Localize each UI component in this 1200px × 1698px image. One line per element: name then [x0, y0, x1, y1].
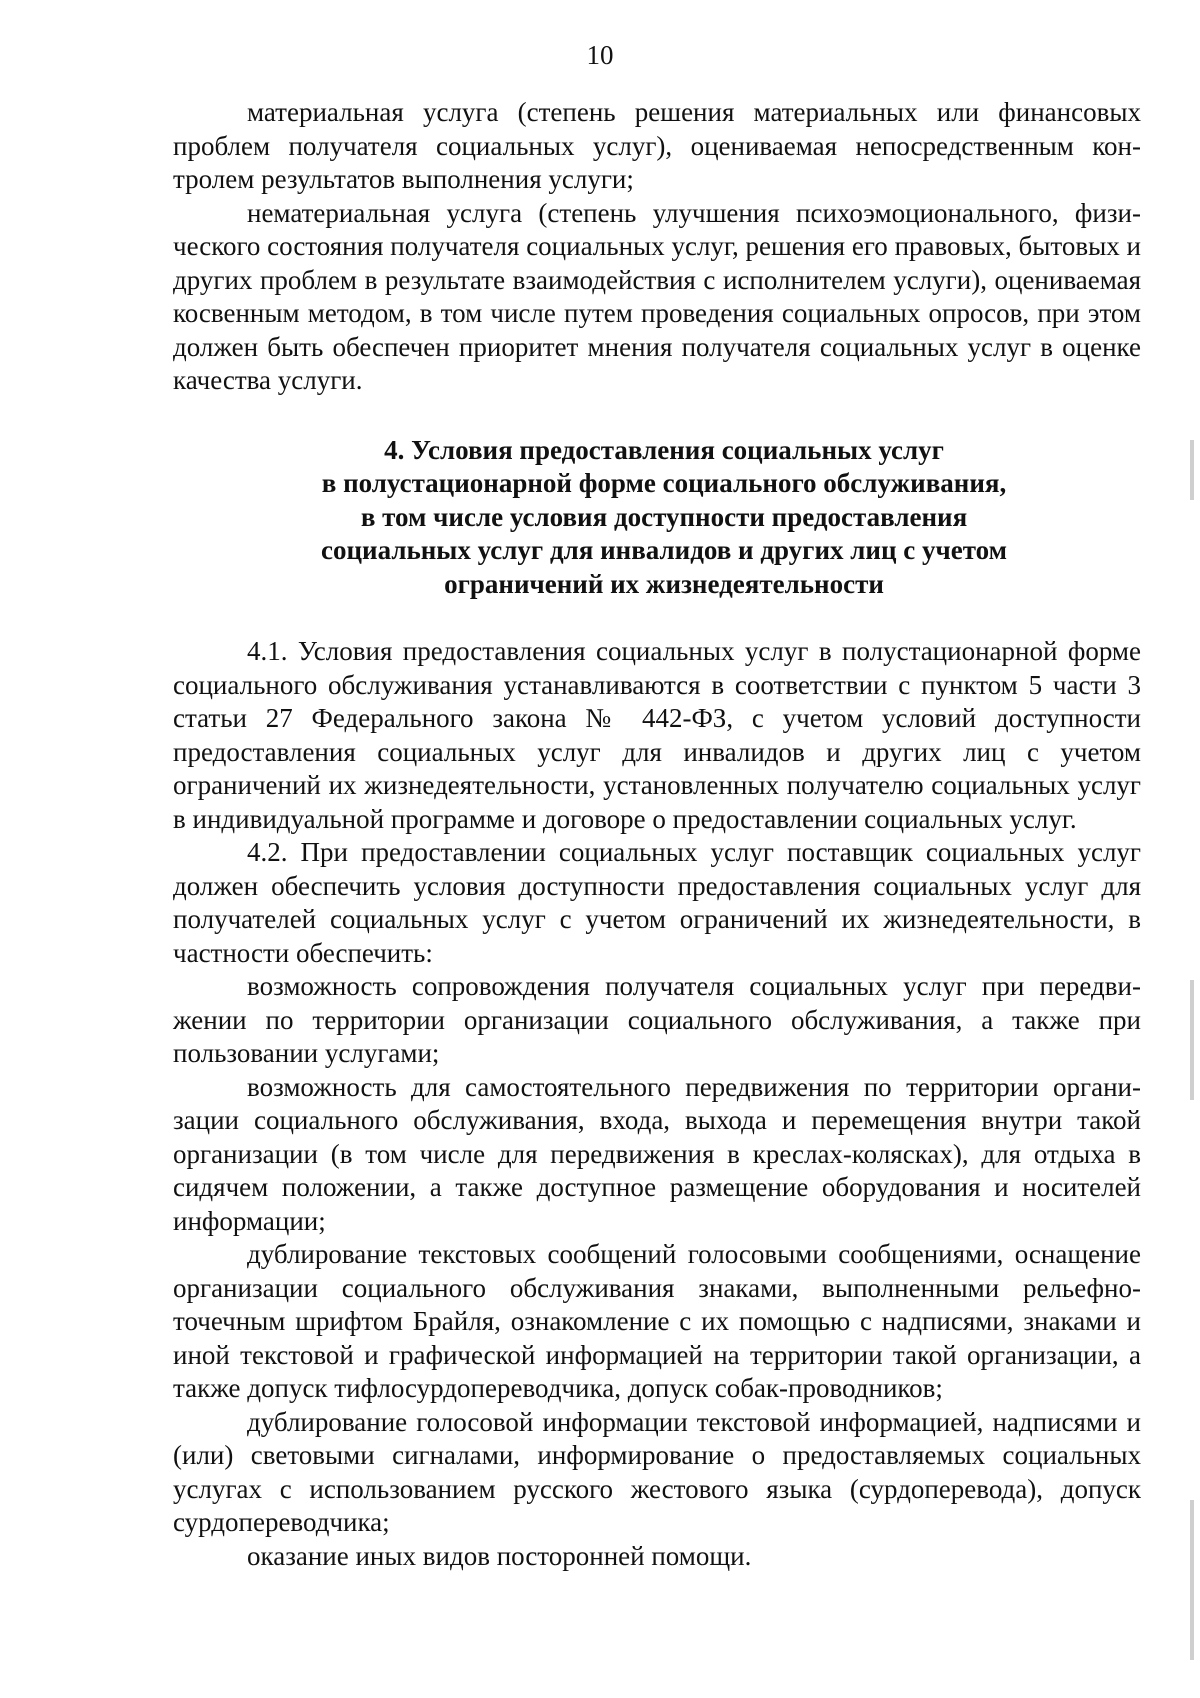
section-heading-line: 4. Условия предоставления социальных услуг — [384, 434, 944, 465]
section-heading-line: в полустационарной форме социального обслуживания, — [321, 468, 1007, 498]
paragraph-4-2: 4.2. При предоставлении социальных услуг поставщик социальных услуг должен обеспечить условия доступности предоставления социальных услуг для получателей социальных услуг с учетом ограничений их жизнедеятельности, в частности обеспечить: — [173, 837, 1141, 968]
section-heading — [173, 434, 1141, 602]
section-heading-line: ограничений их жизнедеятельности — [444, 568, 884, 599]
paragraph-4-1: 4.1. Условия предоставления социальных услуг в полустационарной форме социального обслуживания устанавливаются в соответствии с пунктом 5 части 3 статьи 27 Федерального закона № 442-ФЗ, с учетом условий доступности предоставления социальных услуг для инвалидов и других лиц с учетом ограничений их жизнедеятельности, установленных получателю социальных услуг в индивидуальной программе и договоре о предоставлении социальных услуг. — [173, 636, 1141, 834]
paragraph-self-movement: возможность для самостоятельного передвижения по территории организации социального обслуживания, входа, выхода и перемещения внутри такой организации (в том числе для передвижения в креслах-колясках), для отдыха в сидячем положении, а также доступное размещение оборудования и носителей информации; — [173, 1071, 1141, 1236]
paragraph-escort: возможность сопровождения получателя социальных услуг при передвижении по территории организации социального обслуживания, а также при пользовании услугами; — [173, 971, 1141, 1068]
paragraph-braille: дублирование текстовых сообщений голосовыми сообщениями, оснащение организации социального обслуживания знаками, выполненными рельефно-точечным шрифтом Брайля, ознакомление с их помощью с надписями, знаками и иной текстовой и графической информацией на территории такой организации, а также допуск тифлосурдопереводчика, допуск собак-проводников; — [173, 1239, 1141, 1403]
paragraph-nonmaterial-service: нематериальная услуга (степень улучшения психоэмоционального, физического состояния получателя социальных услуг, решения его правовых, бытовых и других проблем в результате взаимодействия с исполнителем услуги), оцениваемая косвенным методом, в том числе путем проведения социальных опросов, при этом должен быть обеспечен приоритет мнения получателя социальных услуг в оценке качества услуги. — [173, 197, 1141, 395]
scan-edge-mark — [1190, 440, 1194, 500]
scan-edge-mark — [1190, 980, 1194, 1100]
scan-edge-mark — [1190, 1500, 1194, 1660]
page-number: 10 — [586, 40, 614, 70]
paragraph-other-help: оказание иных видов посторонней помощи. — [247, 1540, 752, 1571]
document-body — [173, 96, 1141, 1573]
paragraph-sign-language: дублирование голосовой информации текстовой информацией, надписями и (или) световыми сигналами, информирование о предоставляемых социальных услугах с использованием русского жестового языка (сурдоперевода), допуск сурдопереводчика; — [173, 1406, 1141, 1537]
section-heading-line: в том числе условия доступности предоставления — [360, 501, 968, 532]
paragraph-material-service: материальная услуга (степень решения материальных или финансовых проблем получателя социальных услуг), оцениваемая непосредственным контролем результатов выполнения услуги; — [173, 97, 1141, 194]
section-heading-line: социальных услуг для инвалидов и других лиц с учетом — [320, 535, 1007, 565]
